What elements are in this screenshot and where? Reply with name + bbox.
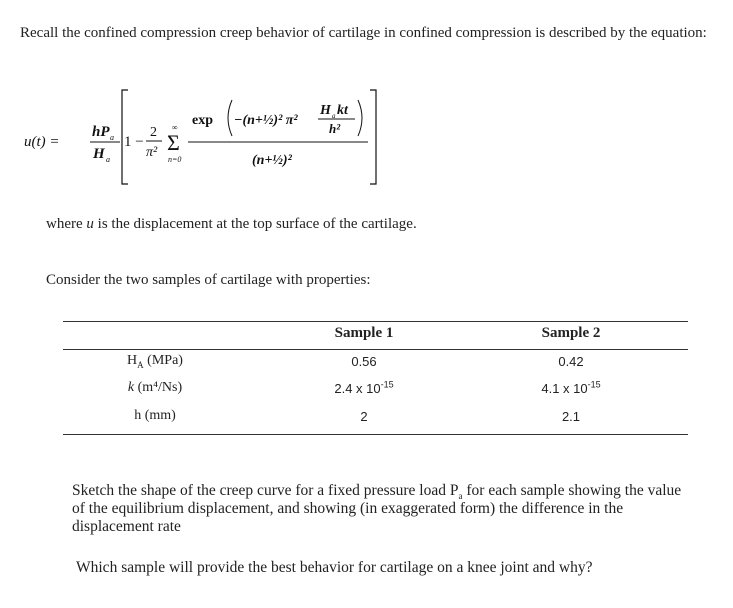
eq-sum-lower: n=0: [168, 155, 182, 164]
header-sample-1: Sample 1: [334, 325, 394, 341]
eq-exp-arg: −(n+½)² π²: [234, 113, 298, 128]
eq-hakt: H: [320, 103, 331, 118]
header-sample-2: Sample 2: [541, 325, 601, 341]
eq-right-bracket: [370, 90, 376, 184]
cell-k-sample-1-exp: -15: [380, 379, 394, 390]
eq-one-minus: 1 −: [124, 134, 144, 150]
cell-k-sample-2: [507, 381, 635, 396]
eq-exp-lparen: [228, 100, 232, 136]
cell-k-sample-2-exp: -15: [587, 379, 601, 390]
intro-paragraph: Recall the confined compression creep behavior of cartilage in confined compression is described by the equation:: [20, 25, 707, 41]
table-top-rule: [63, 321, 688, 322]
table-bottom-rule: [63, 434, 688, 435]
eq-sub-a1: a: [110, 133, 114, 142]
eq-sub-a2: a: [106, 155, 110, 164]
cell-h-sample-1: 2: [360, 409, 368, 424]
table-header-rule: [63, 349, 688, 350]
cell-ha-sample-1: 0.56: [351, 354, 377, 369]
row-label-ha-rest: (MPa): [143, 353, 183, 368]
eq-hakt-sub: a: [332, 112, 336, 120]
where-var: u: [86, 216, 94, 232]
cell-k-sample-2-main: 4.1 x 10: [541, 381, 588, 396]
eq-h2: h²: [329, 121, 341, 136]
eq-numer-hp: hP: [92, 124, 110, 140]
row-label-k-main: k: [127, 380, 135, 395]
where-sentence: [46, 216, 417, 233]
consider-sentence: Consider the two samples of cartilage with properties:: [46, 272, 371, 288]
eq-sum-upper: ∞: [172, 123, 178, 132]
row-label-k-rest: (m⁴/Ns): [134, 380, 183, 395]
eq-exp-rparen: [358, 100, 362, 136]
eq-denom-h: H: [93, 146, 105, 162]
cell-ha-sample-2: 0.42: [558, 354, 584, 369]
eq-denominator: (n+½)²: [252, 153, 292, 168]
cell-k-sample-1-main: 2.4 x 10: [334, 381, 381, 396]
eq-pi2: π²: [146, 145, 158, 160]
where-suffix: is the displacement at the top surface of the cartilage.: [93, 216, 417, 232]
eq-two: 2: [150, 125, 157, 140]
sketch-question: [72, 482, 692, 536]
row-label-h-rest: (mm): [141, 408, 176, 423]
row-label-ha: [80, 353, 230, 369]
sketch-sub: a: [458, 491, 463, 502]
creep-equation: [0, 80, 733, 190]
eq-lhs: u(t) =: [24, 134, 60, 150]
cell-k-sample-1: [300, 381, 428, 396]
eq-sum: Σ: [167, 130, 180, 155]
which-question: Which sample will provide the best behavior for cartilage on a knee joint and why?: [76, 559, 593, 576]
eq-exp: exp: [192, 113, 213, 128]
cell-h-sample-2: 2.1: [561, 409, 581, 424]
sketch-post: for each sample showing the value of the equilibrium displacement, and showing (in exaggerated form) the difference in the displacement rate: [72, 482, 682, 535]
row-label-k: [80, 380, 230, 396]
row-label-ha-sub: A: [137, 359, 144, 370]
row-label-h-main: h: [134, 408, 142, 423]
row-label-ha-main: H: [127, 353, 138, 368]
sketch-pre: Sketch the shape of the creep curve for a fixed pressure load P: [72, 482, 459, 499]
eq-hakt-rest: kt: [337, 103, 348, 118]
row-label-h: [80, 408, 230, 424]
where-prefix: where: [46, 216, 87, 232]
